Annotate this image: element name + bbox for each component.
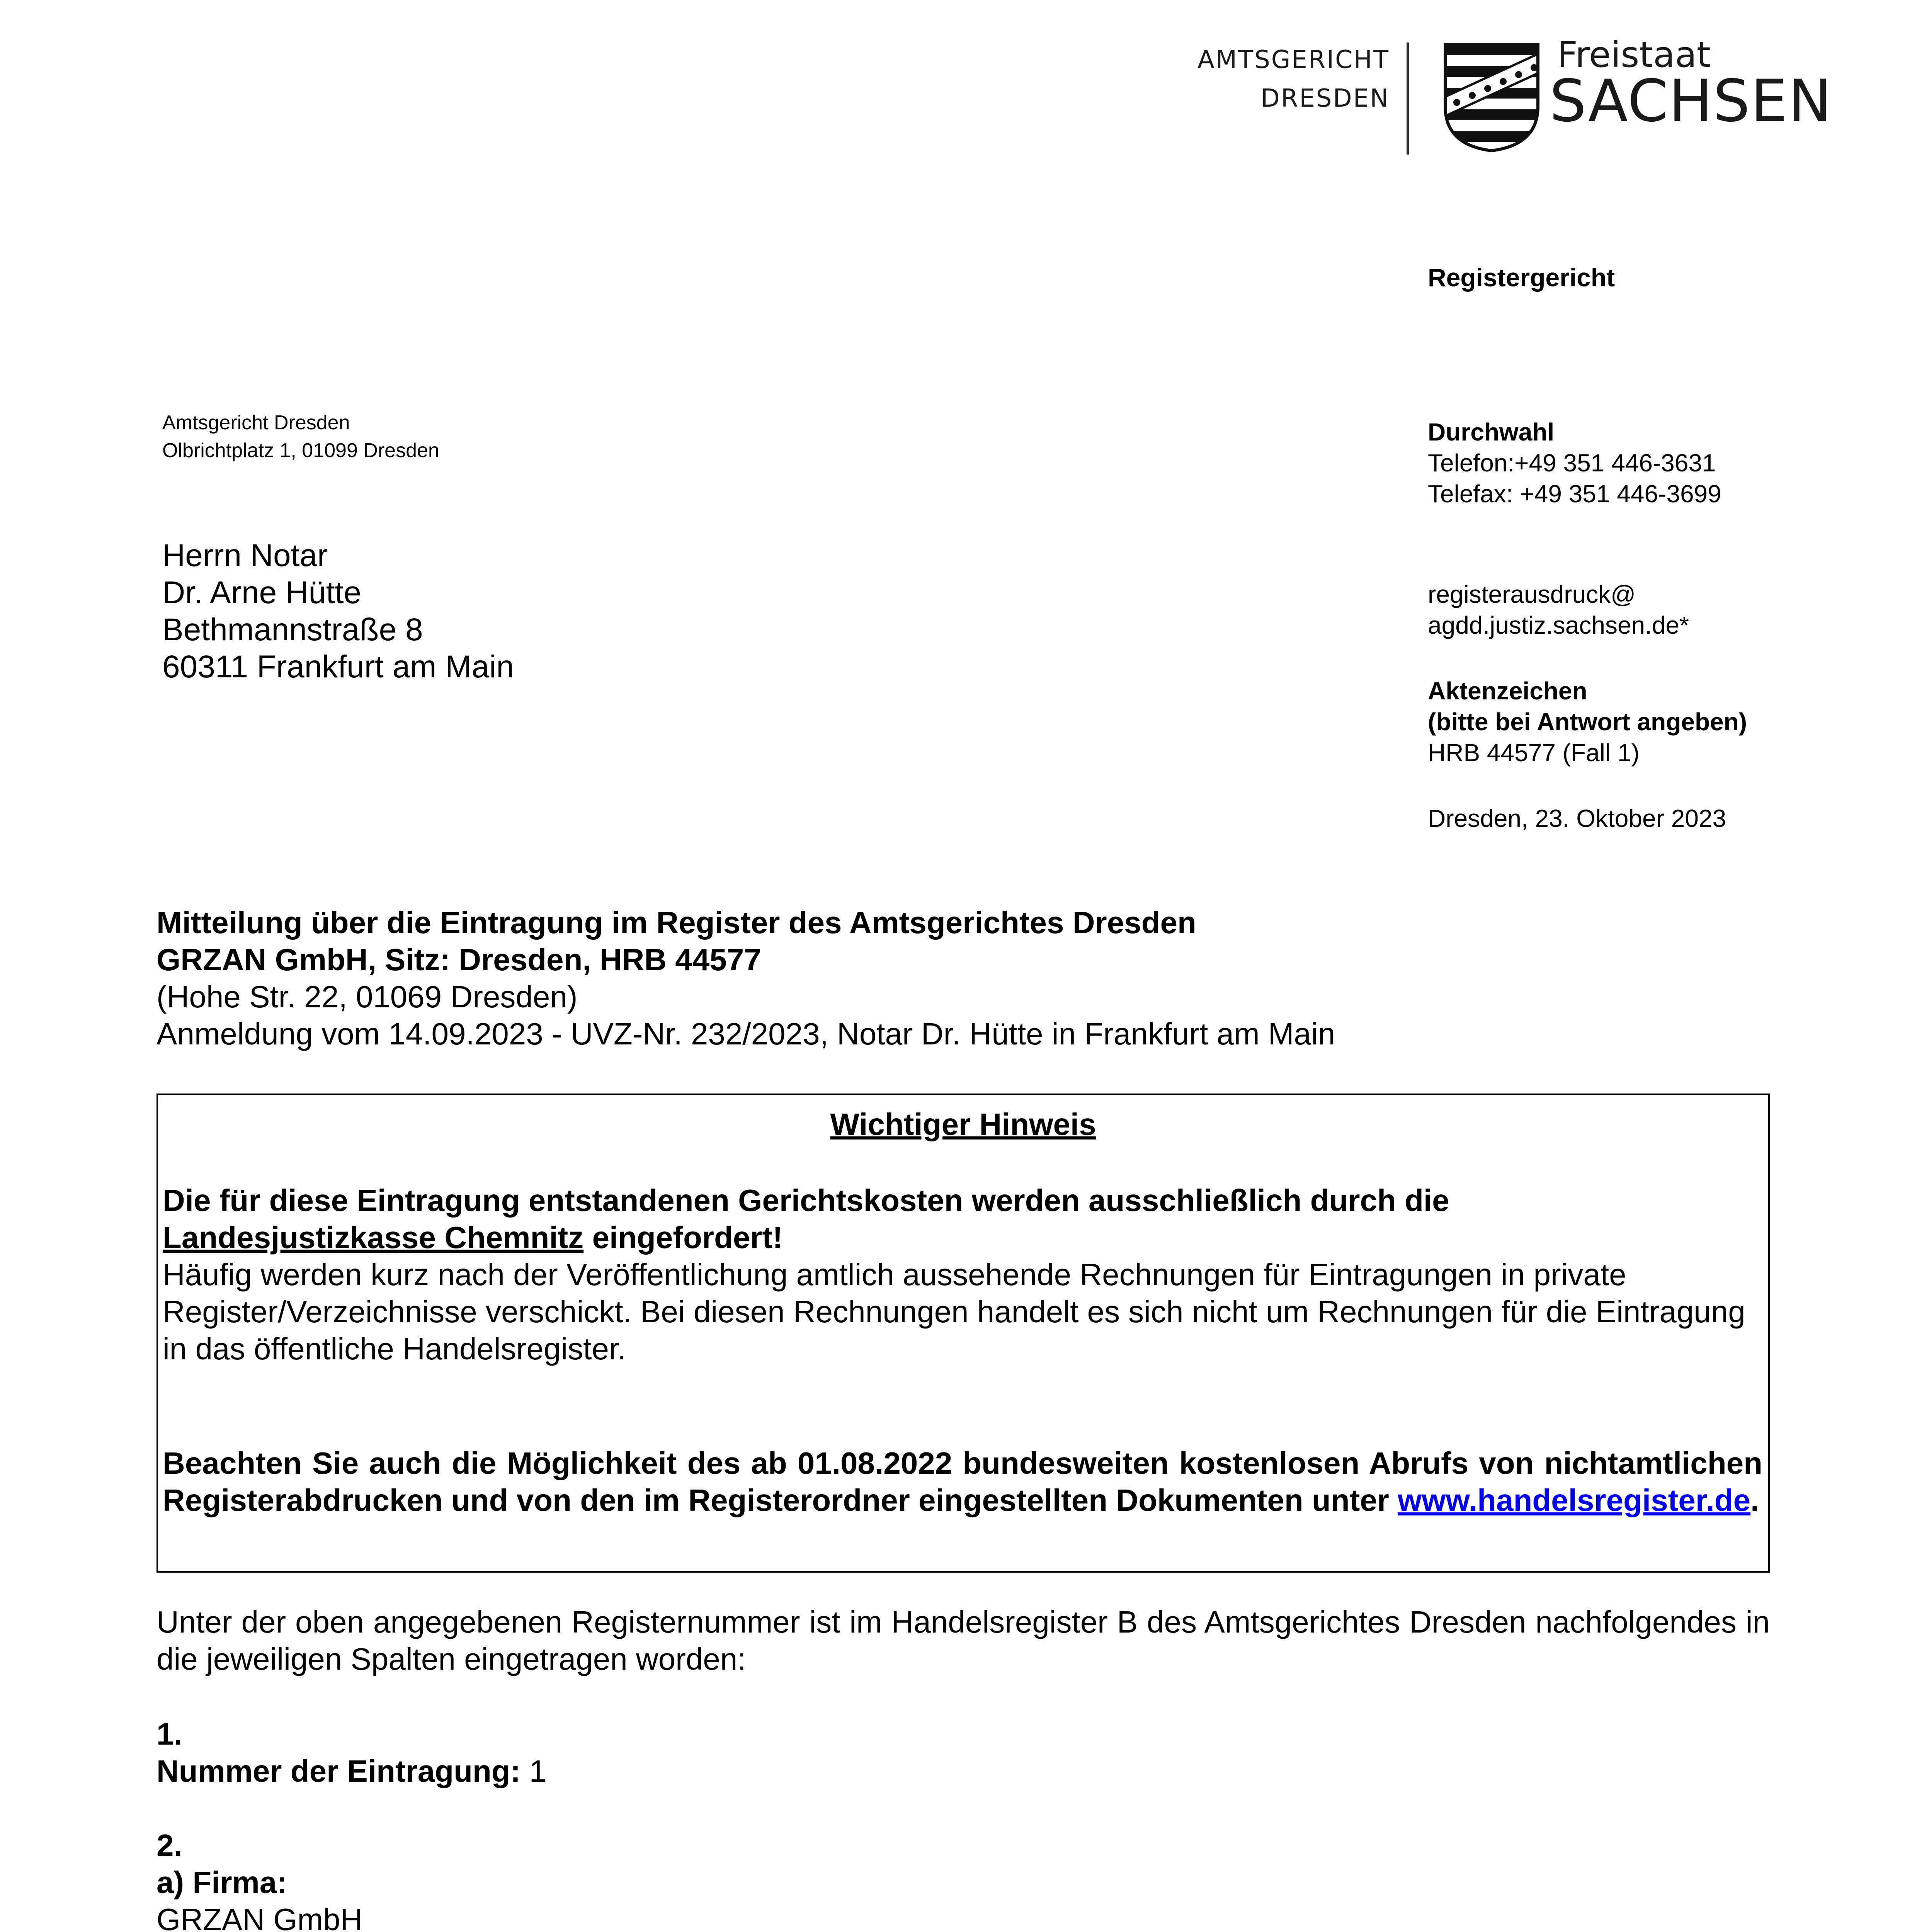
contact-info — [1428, 417, 1853, 834]
email-line: agdd.justiz.sachsen.de* — [1428, 611, 1689, 639]
phone-heading: Durchwahl — [1428, 418, 1555, 446]
sender-address — [162, 409, 439, 464]
notice-free-access-end: . — [1750, 1483, 1759, 1517]
notice-warning: Häufig werden kurz nach der Veröffentlichung amtlich aussehende Rechnungen für Eintragungen in private Register/Verzeichnisse verschickt. Bei diesen Rechnungen handelt es sich nicht um Rechnungen für die Eintragung in das öffentliche Handelsregister. — [163, 1257, 1745, 1366]
recipient-line: 60311 Frankfurt am Main — [162, 649, 514, 684]
important-notice-box — [156, 1094, 1770, 1573]
notice-cost-line: Die für diese Eintragung entstandenen Gerichtskosten werden ausschließlich durch die — [163, 1183, 1449, 1218]
notice-cash-office: Landesjustizkasse Chemnitz — [163, 1220, 584, 1255]
department-title: Registergericht — [1428, 263, 1615, 292]
notice-free-access — [163, 1445, 1762, 1519]
header-divider — [1407, 43, 1409, 155]
entry-number-2: 2. — [156, 1828, 182, 1862]
state-name-line2: SACHSEN — [1550, 68, 1832, 135]
court-name-line2: DRESDEN — [1260, 84, 1390, 113]
state-name-line1: Freistaat — [1557, 34, 1711, 75]
file-number-note: (bitte bei Antwort angeben) — [1428, 708, 1747, 736]
phone-number: Telefon:+49 351 446-3631 — [1428, 449, 1716, 477]
entry-number-1: 1. — [156, 1717, 182, 1751]
notice-body — [163, 1182, 1762, 1367]
recipient-line: Dr. Arne Hütte — [162, 575, 362, 610]
register-entries — [156, 1716, 1770, 1932]
sender-line: Olbrichtplatz 1, 01099 Dresden — [162, 439, 439, 462]
subject-company: GRZAN GmbH, Sitz: Dresden, HRB 44577 — [156, 942, 761, 977]
letter-subject — [156, 904, 1779, 1053]
notice-free-access-text: Beachten Sie auch die Möglichkeit des ab 01.08.2022 bundesweiten kostenlosen Abrufs von nichtamtlichen Registerabdrucken und von den im Registerordner eingestellten Dokumenten unter — [163, 1446, 1762, 1517]
subject-registration: Anmeldung vom 14.09.2023 - UVZ-Nr. 232/2023, Notar Dr. Hütte in Frankfurt am Main — [156, 1017, 1335, 1051]
notice-title: Wichtiger Hinweis — [830, 1107, 1096, 1141]
court-name-line1: AMTSGERICHT — [1197, 46, 1390, 74]
entry-number-row — [156, 1753, 1770, 1790]
firm-value: GRZAN GmbH — [156, 1902, 363, 1932]
fax-number: Telefax: +49 351 446-3699 — [1428, 480, 1721, 508]
saxony-crest-icon — [1441, 41, 1542, 153]
handelsregister-link[interactable]: www.handelsregister.de — [1398, 1483, 1751, 1517]
firm-label: a) Firma: — [156, 1865, 287, 1900]
sender-line: Amtsgericht Dresden — [162, 412, 350, 434]
court-logo-text — [1119, 41, 1390, 118]
entry-intro: Unter der oben angegebenen Registernummer ist im Handelsregister B des Amtsgerichtes Dresden nachfolgendes in die jeweiligen Spalten eingetragen worden: — [156, 1605, 1770, 1676]
recipient-line: Bethmannstraße 8 — [162, 612, 423, 647]
notice-cost-end: eingefordert! — [583, 1220, 783, 1255]
recipient-address — [162, 537, 514, 685]
subject-address: (Hohe Str. 22, 01069 Dresden) — [156, 980, 578, 1014]
letter-date: Dresden, 23. Oktober 2023 — [1428, 804, 1726, 832]
entry-number-value: 1 — [520, 1754, 547, 1788]
recipient-line: Herrn Notar — [162, 538, 328, 573]
subject-title: Mitteilung über die Eintragung im Register des Amtsgerichtes Dresden — [156, 905, 1196, 940]
file-number-heading: Aktenzeichen — [1428, 677, 1587, 705]
file-number: HRB 44577 (Fall 1) — [1428, 739, 1640, 767]
entry-number-label: Nummer der Eintragung: — [156, 1754, 521, 1788]
email-line: registerausdruck@ — [1428, 580, 1636, 608]
